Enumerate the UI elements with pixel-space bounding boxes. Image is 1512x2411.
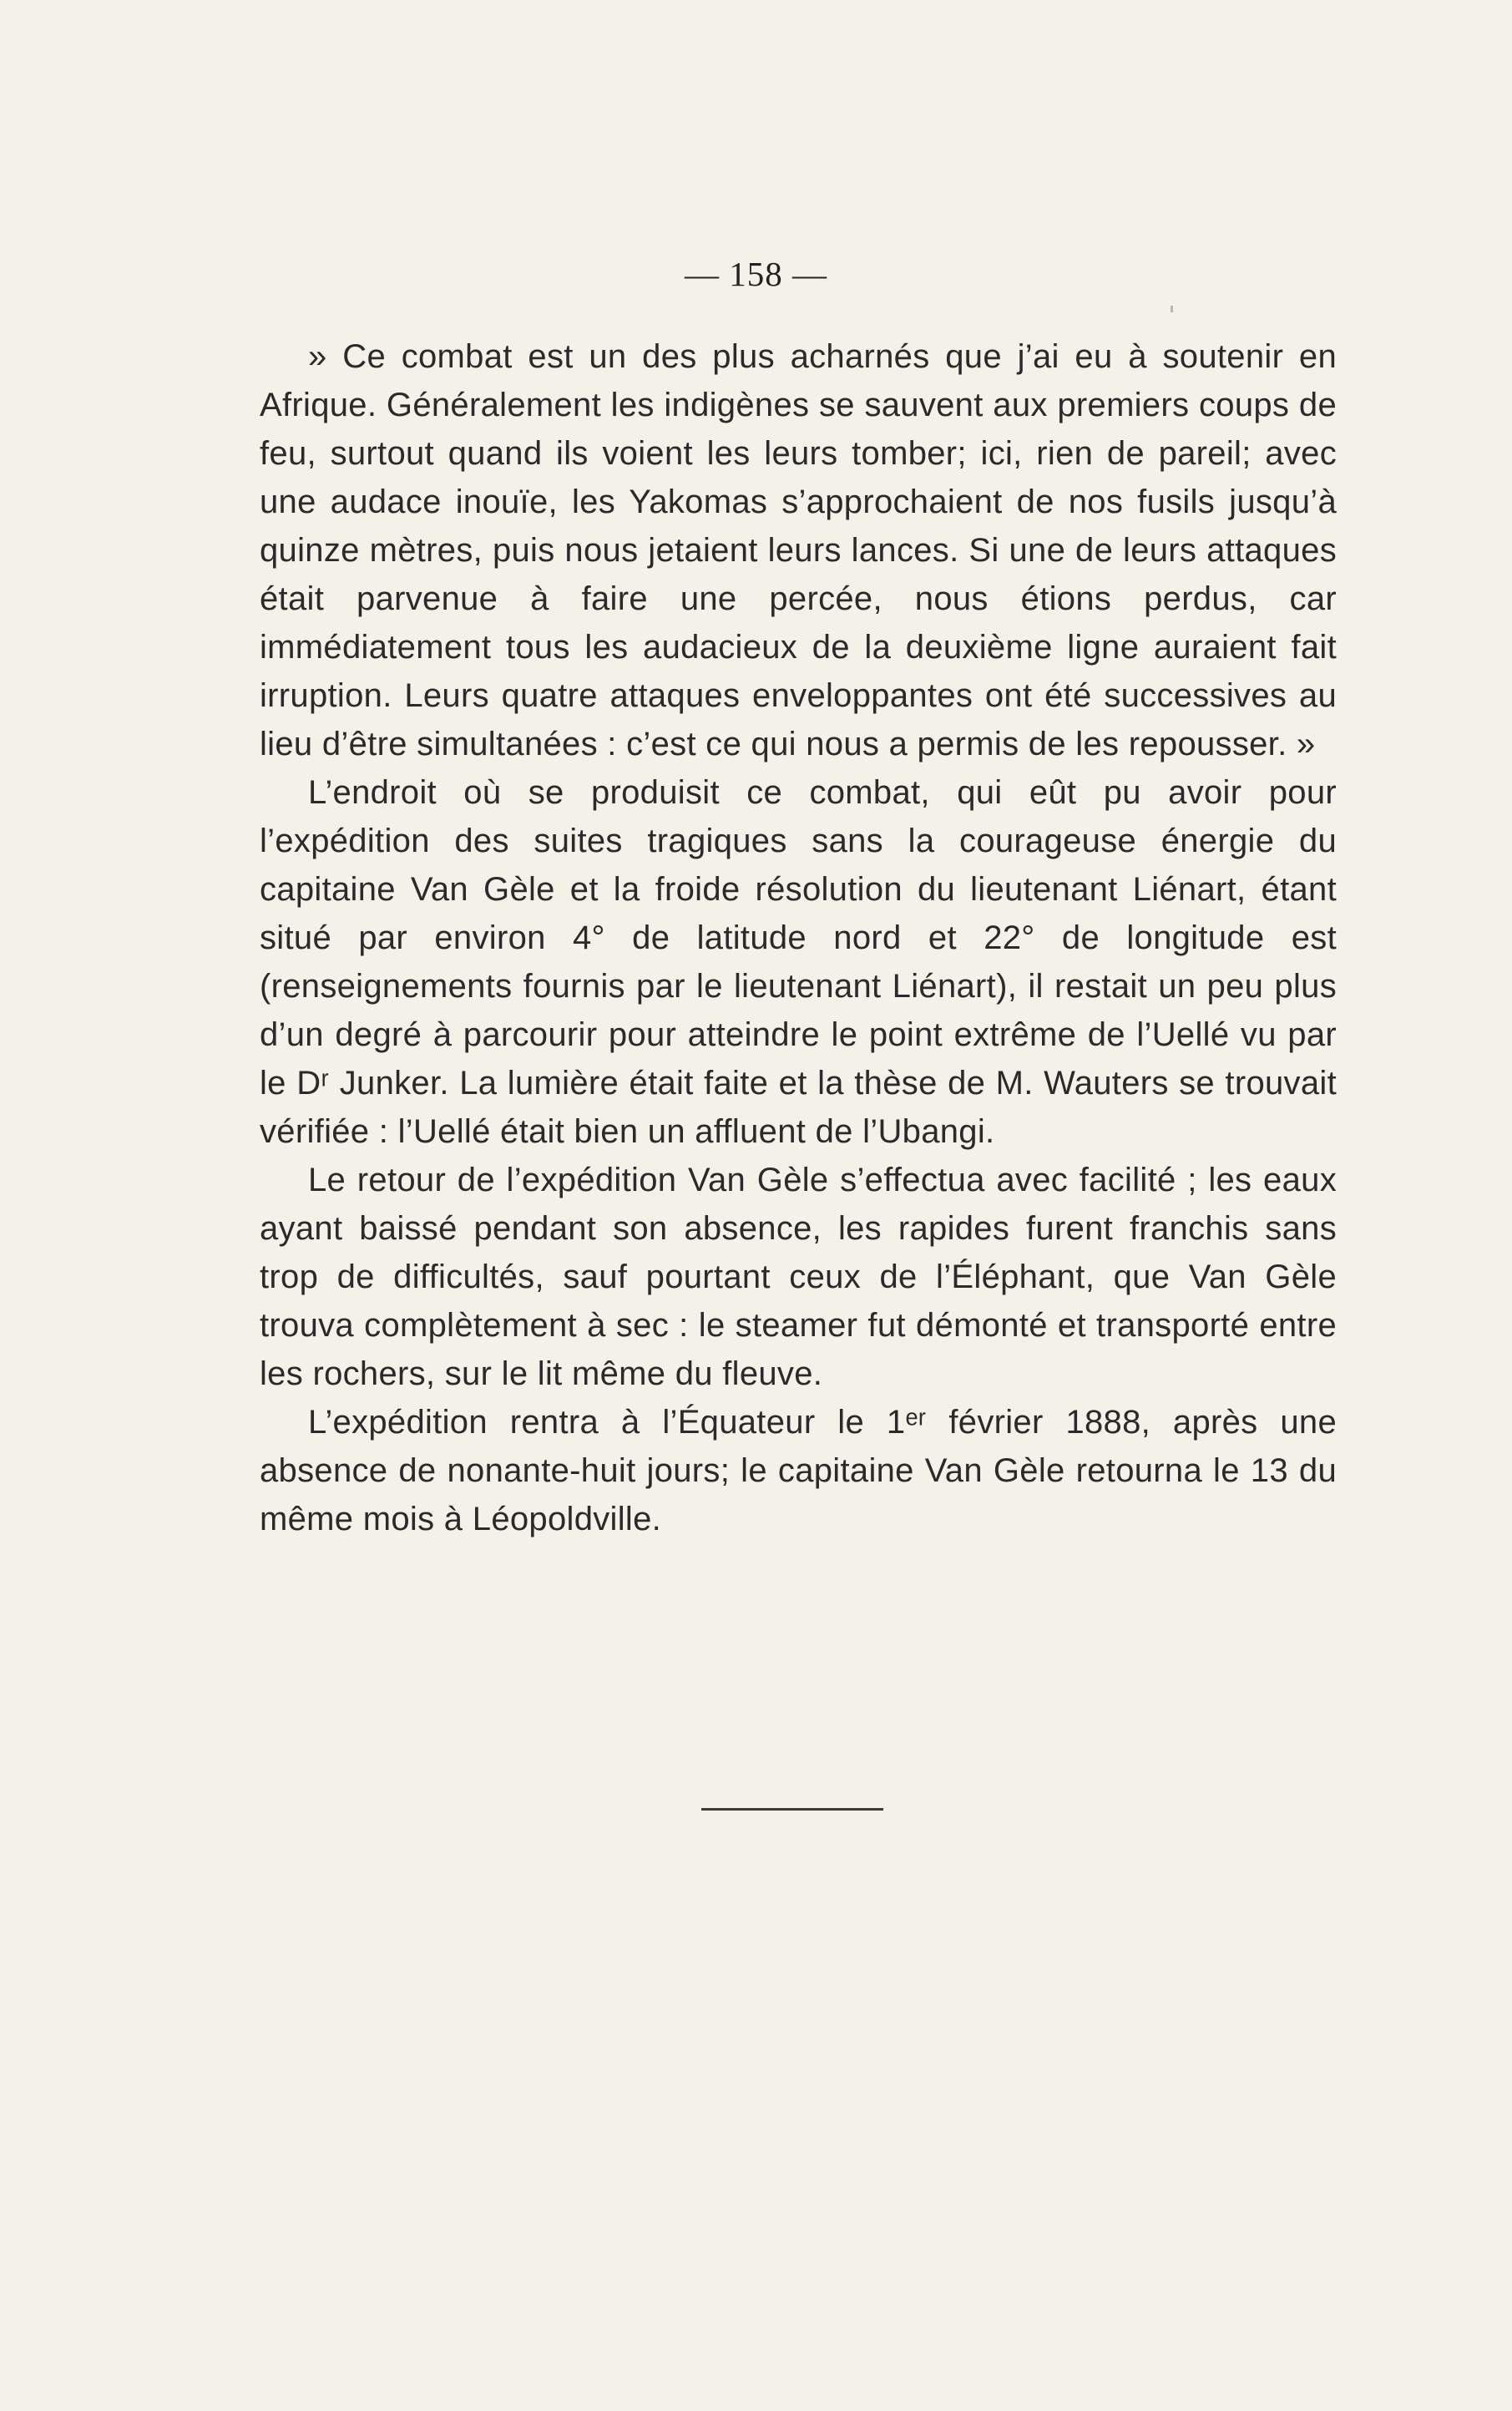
paper-speck <box>1171 306 1173 312</box>
paragraph-return: Le retour de l’expédition Van Gèle s’effectua avec facilité ; les eaux ayant baissé pendant son absence, les rapides furent franchis sans trop de difficultés, sauf pourtant ceux de l’Éléphant, que Van Gèle trouva complètement à sec : le steamer fut démonté et transporté entre les rochers, sur le lit même du fleuve. <box>260 1162 1337 1392</box>
section-end-rule <box>701 1808 883 1811</box>
body-text <box>260 332 1337 1543</box>
paragraph-quote: » Ce combat est un des plus acharnés que j’ai eu à soutenir en Afrique. Généralement les indigènes se sauvent aux premiers coups de feu, surtout quand ils voient les leurs tomber; ici, rien de pareil; avec une audace inouïe, les Yakomas s’approchaient de nos fusils jusqu’à quinze mètres, puis nous jetaient leurs lances. Si une de leurs attaques était parvenue à faire une percée, nous étions perdus, car immédiatement tous les audacieux de la deuxième ligne auraient fait irruption. Leurs quatre attaques enveloppantes ont été successives au lieu d’être simultanées : c’est ce qui nous a permis de les repousser. » <box>260 338 1337 762</box>
paragraph-arrival: L’expédition rentra à l’Équateur le 1ᵉʳ février 1888, après une absence de nonante-huit jours; le capitaine Van Gèle retourna le 13 du même mois à Léopoldville. <box>260 1404 1337 1537</box>
page-number: — 158 — <box>685 255 827 293</box>
paragraph-location: L’endroit où se produisit ce combat, qui eût pu avoir pour l’expédition des suites tragiques sans la courageuse énergie du capitaine Van Gèle et la froide résolution du lieutenant Liénart, étant situé par environ 4° de latitude nord et 22° de longitude est (renseignements fournis par le lieutenant Liénart), il restait un peu plus d’un degré à parcourir pour atteindre le point extrême de l’Uellé vu par le Dʳ Junker. La lumière était faite et la thèse de M. Wauters se trouvait vérifiée : l’Uellé était bien un affluent de l’Ubangi. <box>260 774 1337 1150</box>
